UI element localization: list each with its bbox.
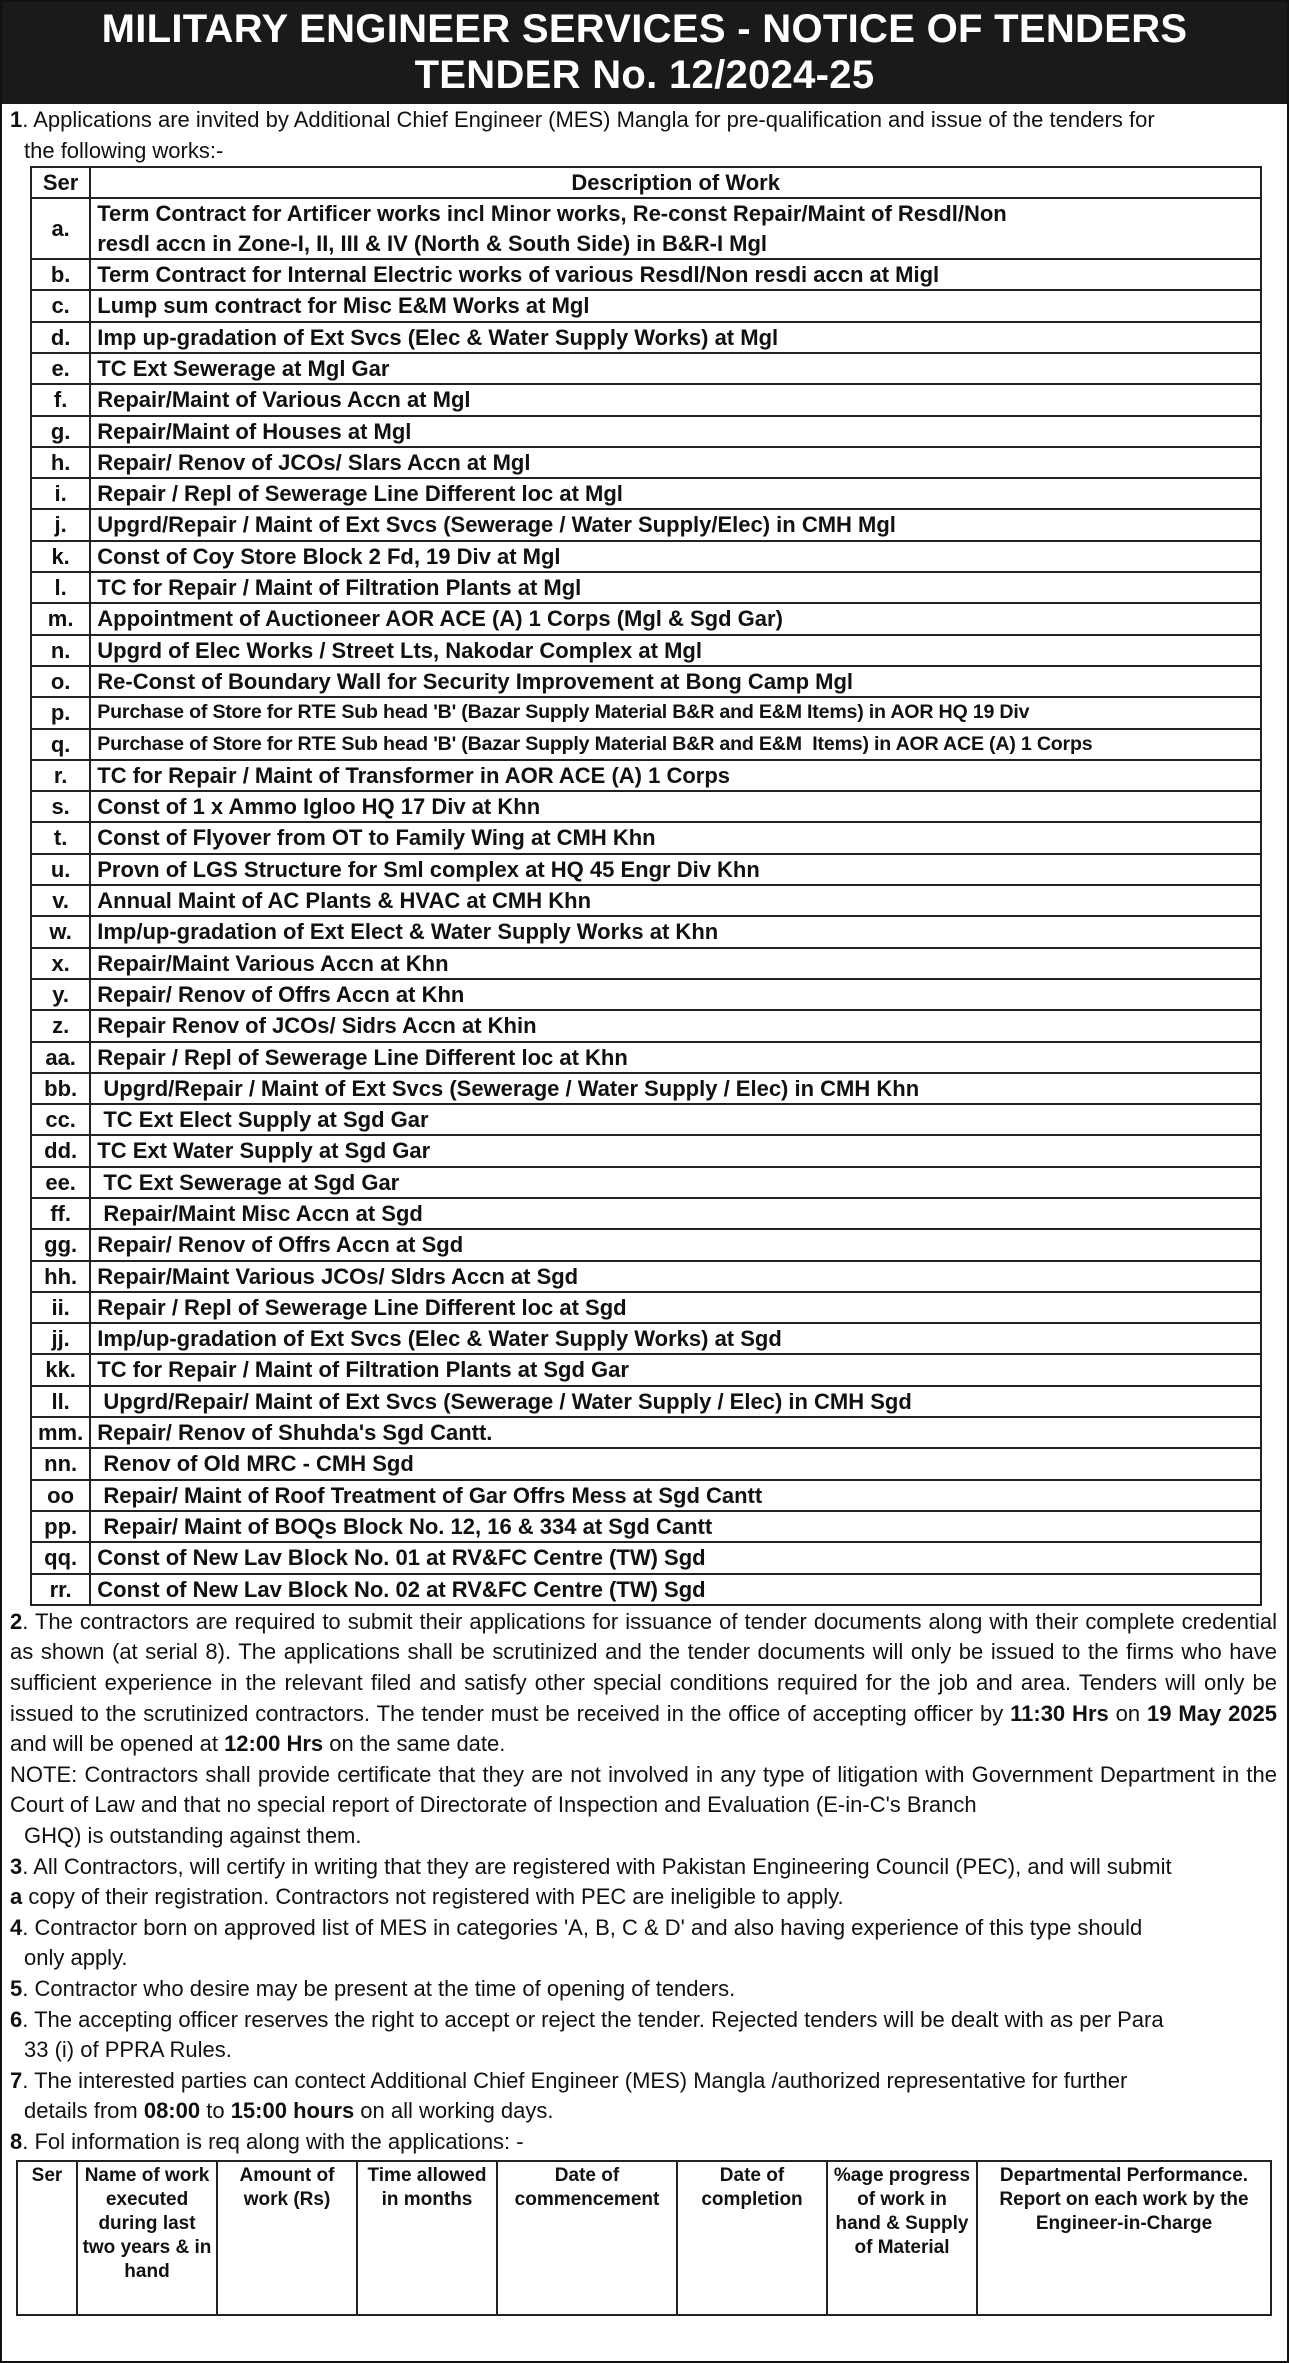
work-description: [90, 416, 1261, 447]
work-description-line: Annual Maint of AC Plants & HVAC at CMH Khn: [97, 888, 592, 914]
work-description-line: Purchase of Store for RTE Sub head 'B' (Bazar Supply Material B&R and E&M Items) in AOR HQ 19 Div: [97, 701, 1030, 724]
note-text: NOTE: Contractors shall provide certificate that they are not involved in any type of litigation with Government Department in the Court of Law and that no special report of Directorate of Inspection and Evaluation (E-in-C's Branch: [10, 1761, 1277, 1818]
work-ser: ee.: [31, 1167, 90, 1198]
work-ser: p.: [31, 697, 90, 728]
work-description: [90, 791, 1261, 822]
paragraph-7: [2, 2066, 1287, 2127]
work-ser: h.: [31, 447, 90, 478]
work-ser: e.: [31, 353, 90, 384]
work-ser: d.: [31, 322, 90, 353]
work-description-line: Provn of LGS Structure for Sml complex at HQ 45 Engr Div Khn: [97, 856, 760, 882]
work-description-line: Upgrd/Repair / Maint of Ext Svcs (Sewerage / Water Supply / Elec) in CMH Khn: [97, 1075, 920, 1101]
works-table-header: [31, 167, 1261, 198]
works-row: [31, 1323, 1261, 1354]
submission-date: 19 May 2025: [1147, 1700, 1278, 1726]
work-description-line: TC Ext Sewerage at Sgd Gar: [97, 1169, 400, 1195]
work-description-line: Repair / Repl of Sewerage Line Different loc at Mgl: [97, 481, 623, 507]
works-table-body: [31, 198, 1261, 1604]
para-number: 4: [10, 1914, 23, 1940]
work-description: [90, 635, 1261, 666]
info-table-header: [17, 2161, 1271, 2315]
work-description-line: Repair/ Maint of BOQs Block No. 12, 16 & 334 at Sgd Cantt: [97, 1513, 713, 1539]
works-row: [31, 1261, 1261, 1292]
works-row: [31, 603, 1261, 634]
work-ser: x.: [31, 948, 90, 979]
work-description: [90, 666, 1261, 697]
work-description-line: Upgrd of Elec Works / Street Lts, Nakodar Complex at Mgl: [97, 637, 702, 663]
work-description-line: Upgrd/Repair/ Maint of Ext Svcs (Sewerage / Water Supply / Elec) in CMH Sgd: [97, 1388, 912, 1414]
para-text: . The interested parties can contect Additional Chief Engineer (MES) Mangla /authorized representative for further: [22, 2067, 1128, 2093]
work-description-line: Imp/up-gradation of Ext Svcs (Elec & Water Supply Works) at Sgd: [97, 1326, 782, 1352]
work-description: [90, 979, 1261, 1010]
work-description: [90, 447, 1261, 478]
work-description: [90, 948, 1261, 979]
works-row: [31, 1073, 1261, 1104]
works-row: [31, 1198, 1261, 1229]
para-text: on: [1108, 1700, 1148, 1726]
work-description: [90, 1448, 1261, 1479]
para-text: on the same date.: [323, 1731, 506, 1757]
para-number: 6: [10, 2006, 23, 2032]
work-ser: m.: [31, 603, 90, 634]
works-row: [31, 1292, 1261, 1323]
work-ser: u.: [31, 854, 90, 885]
works-row: [31, 198, 1261, 259]
work-ser: a.: [31, 198, 90, 259]
work-description: [90, 1198, 1261, 1229]
work-description-line: Repair/ Renov of Shuhda's Sgd Cantt.: [97, 1420, 493, 1446]
work-ser: gg.: [31, 1229, 90, 1260]
work-description-line: Repair Renov of JCOs/ Sidrs Accn at Khin: [97, 1013, 537, 1039]
work-ser: q.: [31, 729, 90, 760]
work-description: [90, 384, 1261, 415]
work-ser: c.: [31, 290, 90, 321]
work-description: [90, 1386, 1261, 1417]
work-description-line: Repair/Maint of Various Accn at Mgl: [97, 387, 471, 413]
work-description-line: TC for Repair / Maint of Transformer in AOR ACE (A) 1 Corps: [97, 762, 731, 788]
works-row: [31, 729, 1261, 760]
work-ser: w.: [31, 916, 90, 947]
works-row: [31, 1229, 1261, 1260]
paragraph-3: [2, 1852, 1287, 1913]
col-time-allowed: Time allowed in months: [357, 2161, 497, 2315]
work-description-line: Renov of Old MRC - CMH Sgd: [97, 1451, 414, 1477]
work-ser: s.: [31, 791, 90, 822]
work-ser: rr.: [31, 1574, 90, 1605]
para-text-cont: 33 (i) of PPRA Rules.: [24, 2037, 232, 2063]
work-description-line: Lump sum contract for Misc E&M Works at Mgl: [97, 293, 590, 319]
info-table: [16, 2160, 1272, 2316]
works-row: [31, 1104, 1261, 1135]
para-number: 5: [10, 1975, 23, 2001]
works-row: [31, 1448, 1261, 1479]
work-ser: dd.: [31, 1135, 90, 1166]
work-description-line: Re-Const of Boundary Wall for Security Improvement at Bong Camp Mgl: [97, 668, 854, 694]
work-description-line: Appointment of Auctioneer AOR ACE (A) 1 Corps (Mgl & Sgd Gar): [97, 606, 783, 632]
note-text-cont: GHQ) is outstanding against them.: [24, 1823, 362, 1848]
works-row: [31, 290, 1261, 321]
para-text-cont: the following works:-: [24, 137, 224, 163]
work-description-line: Repair/ Maint of Roof Treatment of Gar Offrs Mess at Sgd Cantt: [97, 1482, 763, 1508]
para-text-cont: copy of their registration. Contractors not registered with PEC are ineligible to apply.: [22, 1884, 844, 1910]
work-description: [90, 854, 1261, 885]
work-description-line: Term Contract for Internal Electric works of various Resdl/Non resdi accn at Migl: [97, 262, 940, 288]
col-amount: Amount of work (Rs): [217, 2161, 357, 2315]
work-description: [90, 1229, 1261, 1260]
para-text: . Applications are invited by Additional Chief Engineer (MES) Mangla for pre-qualification and issue of the tenders for: [22, 107, 1155, 132]
work-description: [90, 1480, 1261, 1511]
work-description: [90, 198, 1261, 259]
col-performance: Departmental Performance. Report on each work by the Engineer-in-Charge: [977, 2161, 1271, 2315]
work-ser: ii.: [31, 1292, 90, 1323]
work-description-line: TC for Repair / Maint of Filtration Plants at Sgd Gar: [97, 1357, 629, 1383]
work-ser: ff.: [31, 1198, 90, 1229]
work-ser: r.: [31, 760, 90, 791]
works-row: [31, 322, 1261, 353]
works-row: [31, 1480, 1261, 1511]
hours-to: 15:00 hours: [230, 2098, 355, 2124]
work-description-line: Purchase of Store for RTE Sub head 'B' (Bazar Supply Material B&R and E&M Items) in AOR ACE (A) 1 Corps: [97, 732, 1093, 755]
work-description-line: Imp up-gradation of Ext Svcs (Elec & Water Supply Works) at Mgl: [97, 324, 779, 350]
para-text-cont: to: [200, 2098, 231, 2124]
work-ser: o.: [31, 666, 90, 697]
works-row: [31, 1354, 1261, 1385]
paragraph-5: [2, 1974, 1287, 2005]
col-date-completion: Date of completion: [677, 2161, 827, 2315]
para-number: 7: [10, 2067, 23, 2093]
work-description: [90, 1574, 1261, 1605]
work-ser: pp.: [31, 1511, 90, 1542]
work-description: [90, 259, 1261, 290]
tender-number: TENDER No. 12/2024-25: [414, 53, 875, 97]
works-row: [31, 1386, 1261, 1417]
work-ser: qq.: [31, 1542, 90, 1573]
work-ser: ll.: [31, 1386, 90, 1417]
col-name-of-work: Name of work executed during last two years & in hand: [77, 2161, 217, 2315]
work-description-line: Const of 1 x Ammo Igloo HQ 17 Div at Khn: [97, 794, 541, 820]
paragraph-1: [2, 105, 1287, 166]
notice-title: MILITARY ENGINEER SERVICES - NOTICE OF TENDERS: [101, 7, 1188, 51]
works-row: [31, 1417, 1261, 1448]
works-row: [31, 760, 1261, 791]
paragraph-2: [2, 1607, 1287, 1760]
works-row: [31, 509, 1261, 540]
works-row: [31, 259, 1261, 290]
work-description-line: Imp/up-gradation of Ext Elect & Water Supply Works at Khn: [97, 919, 719, 945]
work-description-line: Const of New Lav Block No. 01 at RV&FC Centre (TW) Sgd: [97, 1545, 706, 1571]
work-description: [90, 1104, 1261, 1135]
para-text: . The contractors are required to submit their applications for issuance of tender documents along with their complete credential as shown (at serial 8). The applications shall be scrutinized and the tender documents will only be issued to the firms who have sufficient experience in the relevant filed and satisfy other special conditions required for the job and area. Tenders will only be issued to the scrutinized contractors. The tender must be received in the office of accepting officer by: [10, 1608, 1277, 1726]
work-description: [90, 1542, 1261, 1573]
hours-from: 08:00: [143, 2098, 201, 2124]
para-text: . All Contractors, will certify in writing that they are registered with Pakistan Engineering Council (PEC), and will submit: [22, 1853, 1172, 1879]
work-description-line: Upgrd/Repair / Maint of Ext Svcs (Sewerage / Water Supply/Elec) in CMH Mgl: [97, 512, 896, 538]
work-description-line: Const of New Lav Block No. 02 at RV&FC Centre (TW) Sgd: [97, 1576, 706, 1602]
col-ser: Ser: [17, 2161, 77, 2315]
work-description-line: Const of Coy Store Block 2 Fd, 19 Div at Mgl: [97, 543, 561, 569]
works-row: [31, 447, 1261, 478]
work-description: [90, 697, 1261, 728]
work-description: [90, 290, 1261, 321]
paragraph-8: [2, 2127, 1287, 2158]
note-paragraph: [2, 1760, 1287, 1852]
work-ser: v.: [31, 885, 90, 916]
work-description-line: Repair/Maint of Houses at Mgl: [97, 418, 412, 444]
work-ser: l.: [31, 572, 90, 603]
work-description: [90, 1167, 1261, 1198]
work-ser: j.: [31, 509, 90, 540]
works-row: [31, 1135, 1261, 1166]
work-description-line: Repair / Repl of Sewerage Line Different loc at Khn: [97, 1044, 628, 1070]
work-description: [90, 885, 1261, 916]
col-description: Description of Work: [90, 167, 1261, 198]
work-ser: i.: [31, 478, 90, 509]
para-text-cont: only apply.: [24, 1945, 128, 1971]
work-description-line: Repair / Repl of Sewerage Line Different loc at Sgd: [97, 1294, 627, 1320]
col-date-commencement: Date of commencement: [497, 2161, 677, 2315]
work-description-line: Repair/Maint Various Accn at Khn: [97, 950, 449, 976]
works-row: [31, 541, 1261, 572]
works-row: [31, 353, 1261, 384]
work-description: [90, 822, 1261, 853]
works-row: [31, 1167, 1261, 1198]
work-ser: n.: [31, 635, 90, 666]
work-ser: hh.: [31, 1261, 90, 1292]
col-ser: Ser: [31, 167, 90, 198]
para-text-cont: details from: [24, 2098, 144, 2124]
work-description-line: TC Ext Elect Supply at Sgd Gar: [97, 1107, 429, 1133]
work-description: [90, 1135, 1261, 1166]
work-ser: g.: [31, 416, 90, 447]
work-description-line: resdl accn in Zone-I, II, III & IV (North & South Side) in B&R-I Mgl: [97, 230, 768, 256]
works-row: [31, 822, 1261, 853]
work-ser: bb.: [31, 1073, 90, 1104]
work-description-line: TC for Repair / Maint of Filtration Plants at Mgl: [97, 575, 582, 601]
work-description-line: TC Ext Water Supply at Sgd Gar: [97, 1138, 431, 1164]
para-text: . Fol information is req along with the applications: -: [22, 2128, 524, 2154]
works-row: [31, 1511, 1261, 1542]
works-table: [30, 166, 1262, 1606]
work-ser: b.: [31, 259, 90, 290]
para-number: 2: [10, 1608, 23, 1634]
work-description: [90, 1354, 1261, 1385]
work-description: [90, 1511, 1261, 1542]
works-row: [31, 572, 1261, 603]
work-ser: y.: [31, 979, 90, 1010]
works-row: [31, 885, 1261, 916]
work-description: [90, 1417, 1261, 1448]
works-row: [31, 1010, 1261, 1041]
work-description: [90, 1323, 1261, 1354]
work-description: [90, 729, 1261, 760]
work-description: [90, 760, 1261, 791]
work-description-line: TC Ext Sewerage at Mgl Gar: [97, 355, 390, 381]
works-row: [31, 666, 1261, 697]
para-text: . The accepting officer reserves the right to accept or reject the tender. Rejected tenders will be dealt with as per Para: [22, 2006, 1164, 2032]
work-ser: oo: [31, 1480, 90, 1511]
work-description: [90, 509, 1261, 540]
para-number: 3: [10, 1853, 23, 1879]
work-ser: z.: [31, 1010, 90, 1041]
work-description-line: Const of Flyover from OT to Family Wing at CMH Khn: [97, 825, 656, 851]
works-row: [31, 979, 1261, 1010]
work-description: [90, 603, 1261, 634]
work-ser: jj.: [31, 1323, 90, 1354]
work-description: [90, 916, 1261, 947]
works-row: [31, 854, 1261, 885]
work-description-line: Repair/Maint Various JCOs/ Sldrs Accn at Sgd: [97, 1263, 579, 1289]
works-row: [31, 635, 1261, 666]
work-description-line: Repair/ Renov of Offrs Accn at Sgd: [97, 1232, 464, 1258]
work-description: [90, 541, 1261, 572]
para-text: . Contractor who desire may be present at the time of opening of tenders.: [22, 1975, 736, 2001]
work-ser: nn.: [31, 1448, 90, 1479]
work-description: [90, 353, 1261, 384]
work-ser: k.: [31, 541, 90, 572]
work-description: [90, 1010, 1261, 1041]
work-description: [90, 1261, 1261, 1292]
work-description: [90, 1073, 1261, 1104]
works-row: [31, 791, 1261, 822]
para-text: . Contractor born on approved list of MES in categories 'A, B, C & D' and also having experience of this type should: [22, 1914, 1143, 1940]
work-ser: f.: [31, 384, 90, 415]
work-ser: cc.: [31, 1104, 90, 1135]
work-ser: kk.: [31, 1354, 90, 1385]
works-row: [31, 1574, 1261, 1605]
works-row: [31, 384, 1261, 415]
work-description: [90, 1042, 1261, 1073]
works-row: [31, 478, 1261, 509]
para-text-bold: a: [10, 1884, 23, 1910]
para-text-cont: on all working days.: [354, 2098, 554, 2124]
works-row: [31, 1542, 1261, 1573]
work-ser: mm.: [31, 1417, 90, 1448]
work-ser: t.: [31, 822, 90, 853]
works-row: [31, 416, 1261, 447]
col-progress: %age progress of work in hand & Supply of Material: [827, 2161, 977, 2315]
para-number: 1: [10, 107, 23, 132]
works-row: [31, 697, 1261, 728]
work-description: [90, 572, 1261, 603]
works-row: [31, 916, 1261, 947]
work-description: [90, 1292, 1261, 1323]
works-row: [31, 948, 1261, 979]
paragraph-6: [2, 2005, 1287, 2066]
para-number: 8: [10, 2128, 23, 2154]
paragraph-4: [2, 1913, 1287, 1974]
para-text: and will be opened at: [10, 1731, 225, 1757]
submission-time: 11:30 Hrs: [1010, 1700, 1109, 1726]
work-description-line: Repair/ Renov of JCOs/ Slars Accn at Mgl: [97, 449, 531, 475]
work-description-line: Repair/Maint Misc Accn at Sgd: [97, 1200, 423, 1226]
work-description: [90, 322, 1261, 353]
work-description: [90, 478, 1261, 509]
works-row: [31, 1042, 1261, 1073]
opening-time: 12:00 Hrs: [224, 1731, 324, 1757]
work-ser: aa.: [31, 1042, 90, 1073]
work-description-line: Term Contract for Artificer works incl Minor works, Re-const Repair/Maint of Resdl/Non: [97, 201, 1007, 227]
work-description-line: Repair/ Renov of Offrs Accn at Khn: [97, 981, 465, 1007]
notice-header: [2, 2, 1287, 104]
